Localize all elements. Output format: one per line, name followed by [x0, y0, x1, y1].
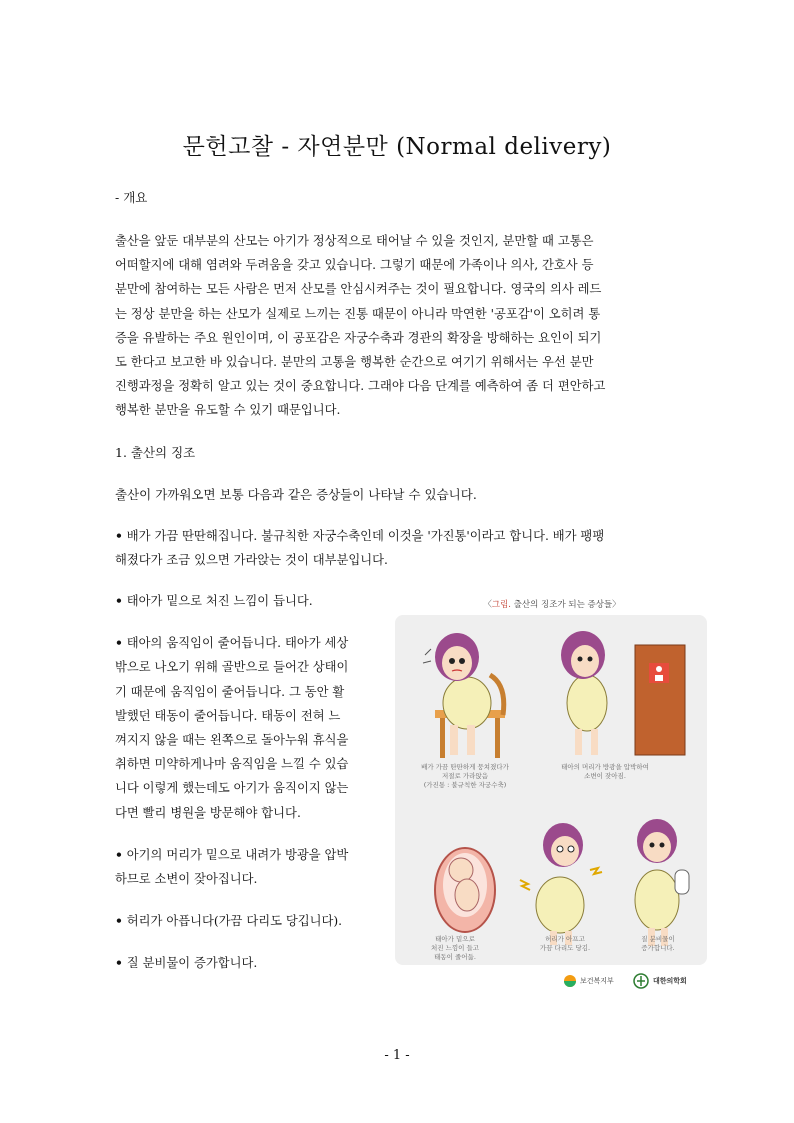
text-line: 니다 이렇게 했는데도 아기가 움직이지 않는 [115, 781, 349, 796]
text-line: 진행과정을 정확히 알고 있는 것이 중요합니다. 그래야 다음 단계를 예측하여 좀 더 편안하고 [115, 379, 606, 394]
figure-illustration [395, 615, 707, 965]
text-line: 해졌다가 조금 있으면 가라앉는 것이 대부분입니다. [115, 553, 388, 568]
uterus-diagram-illustration [435, 848, 495, 932]
association-logo-icon [633, 973, 649, 989]
overview-heading: - 개요 [115, 190, 148, 205]
bullet-icon: • [115, 593, 123, 608]
ministry-logo-text: 보건복지부 [580, 977, 614, 985]
text-line: 발했던 태동이 줄어듭니다. 태동이 전혀 느 [115, 708, 341, 723]
text-line: • 태아의 움직임이 줄어듭니다. 태아가 세상 [115, 635, 349, 651]
woman-sitting-illustration [423, 633, 505, 758]
text-line: • 아기의 머리가 밑으로 내려가 방광을 압박 [115, 846, 349, 862]
bullet-item: • 태아가 밑으로 처진 느낌이 듭니다. [115, 593, 313, 608]
page-number: - 1 - [384, 1048, 410, 1063]
text-line: 밖으로 나오기 위해 골반으로 들어간 상태이 [115, 660, 349, 675]
text-line: 취하면 미약하게나마 움직임을 느낄 수 있습 [115, 757, 349, 772]
text-line: 분만에 참여하는 모든 사람은 먼저 산모를 안심시켜주는 것이 필요합니다. 영국의 의사 레드 [115, 282, 602, 297]
text-line: 행복한 분만을 유도할 수 있기 때문입니다. [115, 403, 341, 418]
text-line: 출산을 앞둔 대부분의 산모는 아기가 정상적으로 태어날 수 있을 것인지, 분만할 때 고통은 [115, 234, 594, 248]
bullet-item [115, 843, 385, 891]
text-line: 하므로 소변이 잦아집니다. [115, 872, 258, 887]
bullet-item [115, 631, 385, 825]
text-line: 는 정상 분만을 하는 산모가 실제로 느끼는 진통 때문이 아니라 막연한 '공포감'이 오히려 통 [115, 306, 601, 321]
woman-discharge-illustration [635, 819, 689, 946]
figure [385, 588, 719, 998]
bullet-item: • 질 분비물이 증가합니다. [115, 955, 258, 971]
figure-panel [395, 615, 707, 965]
association-logo-text: 대한의학회 [653, 977, 687, 985]
text-line: • 배가 가끔 딴딴해집니다. 불규칙한 자궁수축인데 이것을 '가진통'이라고 합니다. 배가 팽팽 [115, 528, 605, 543]
bullet-item: • 허리가 아픕니다(가끔 다리도 당깁니다). [115, 913, 343, 929]
text-line: 기 때문에 움직임이 줄어듭니다. 그 동안 활 [115, 684, 345, 699]
woman-backache-illustration [520, 823, 602, 945]
woman-door-illustration [561, 631, 685, 755]
page-title: 문헌고찰 - 자연분만 (Normal delivery) [182, 134, 612, 160]
text-line: 도 한다고 보고한 바 있습니다. 분만의 고통을 행복한 순간으로 여기기 위해서는 우선 분만 [115, 355, 594, 370]
bullet-icon: • [115, 635, 123, 651]
bullet-icon: • [115, 528, 123, 543]
figure-title: 〈그림. 출산의 징조가 되는 증상들〉 [483, 600, 621, 610]
figure-caption: 질 분비물이 증가합니다. [641, 935, 675, 952]
bullet-icon: • [115, 846, 123, 862]
text-line: 다면 빨리 병원을 방문해야 합니다. [115, 805, 301, 820]
text-line: 껴지지 않을 때는 왼쪽으로 돌아누워 휴식을 [115, 733, 349, 748]
bullet-icon: • [115, 913, 123, 929]
figure-logos [563, 971, 713, 993]
text-line: 어떠할지에 대해 염려와 두려움을 갖고 있습니다. 그렇기 때문에 가족이나 의사, 간호사 등 [115, 258, 594, 273]
bullet-icon: • [115, 955, 123, 971]
figure-caption: 태아의 머리가 방광을 압박하여 소변이 잦아짐. [561, 763, 649, 780]
bullet-list-left [115, 589, 385, 976]
overview-paragraph [115, 229, 681, 423]
section-intro: 출산이 가까워오면 보통 다음과 같은 증상들이 나타날 수 있습니다. [115, 487, 477, 502]
figure-caption: 허리가 아프고 가끔 다리도 당김. [539, 935, 591, 952]
text-line: 증을 유발하는 주요 원인이며, 이 공포감은 자궁수축과 경관의 확장을 방해하는 요인이 되기 [115, 330, 602, 345]
ministry-logo-icon [563, 974, 577, 988]
bullet-item [115, 524, 681, 572]
section-heading: 1. 출산의 징조 [115, 445, 196, 460]
figure-caption: 태아가 밑으로 처진 느낌이 들고 태동이 줄어듦. [430, 935, 480, 961]
figure-caption: 배가 가끔 딴딴하게 뭉쳐졌다가 저절로 가라앉음 (가진통 : 불규칙한 자궁수축) [421, 763, 509, 789]
